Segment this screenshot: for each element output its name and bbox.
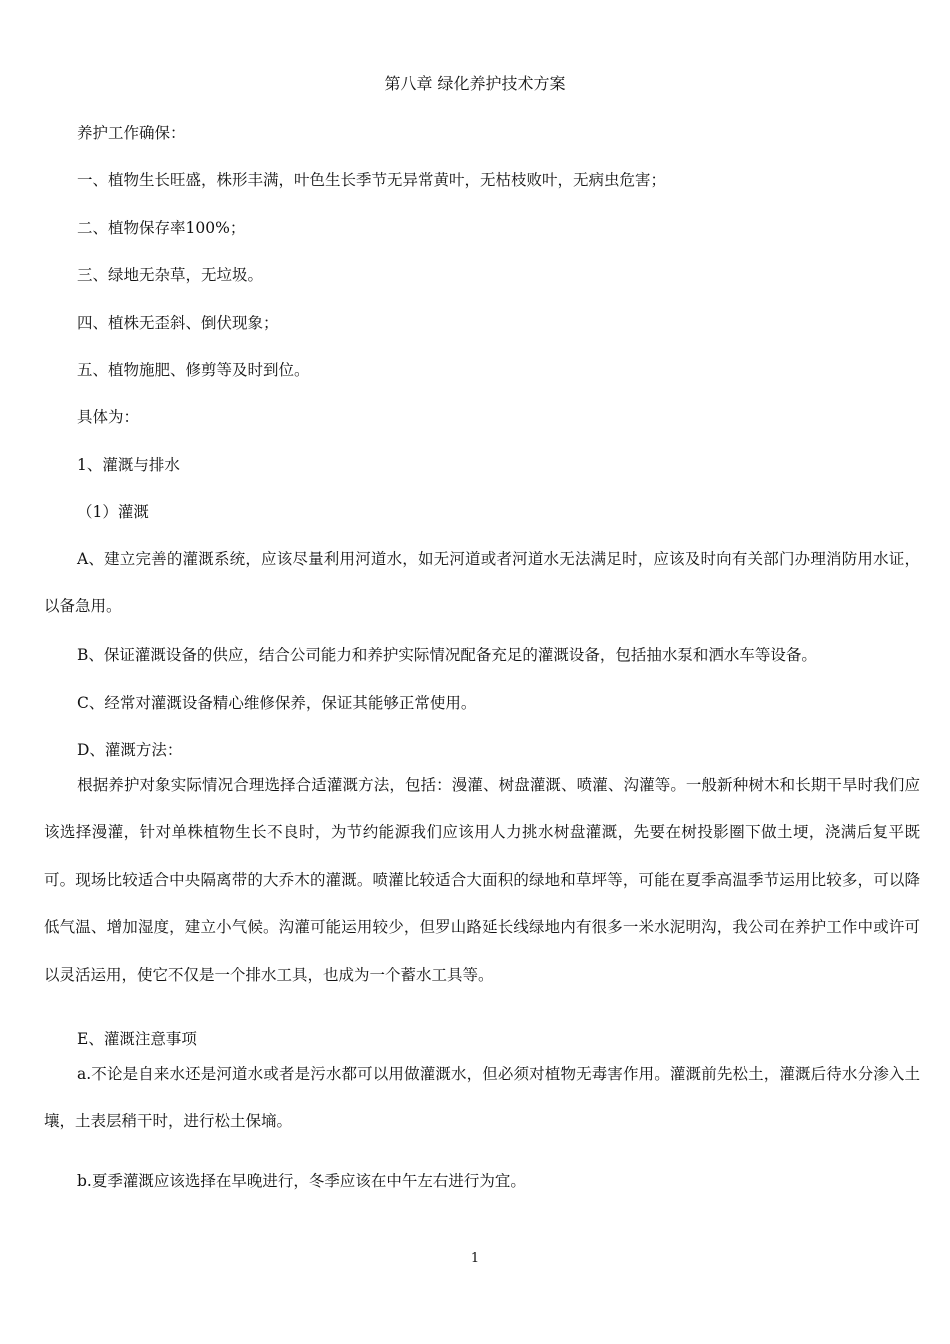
- paragraph-specifics: 具体为：: [77, 408, 140, 426]
- paragraph-item-1: 一、植物生长旺盛，株形丰满，叶色生长季节无异常黄叶，无枯枝败叶，无病虫危害；: [77, 171, 667, 189]
- paragraph-item-4: 四、植株无歪斜、倒伏现象；: [77, 314, 279, 332]
- paragraph-e-notes-heading: E、灌溉注意事项: [77, 1030, 197, 1048]
- paragraph-b-equipment: B、保证灌溉设备的供应，结合公司能力和养护实际情况配备充足的灌溉设备，包括抽水泵和洒水车等设备。: [77, 646, 817, 664]
- paragraph-methods-detail: [44, 762, 920, 999]
- chapter-title: 第八章 绿化养护技术方案: [384, 74, 566, 93]
- paragraph-maintenance-guarantee: 养护工作确保：: [77, 124, 186, 142]
- paragraph-item-5: 五、植物施肥、修剪等及时到位。: [77, 361, 310, 379]
- paragraph-a-irrigation-system: [44, 536, 920, 631]
- subsection-heading-irrigation: （1）灌溉: [77, 503, 149, 521]
- section-heading-irrigation-drainage: 1、灌溉与排水: [77, 456, 180, 474]
- page-number: 1: [470, 1251, 480, 1266]
- paragraph-methods-text: 根据养护对象实际情况合理选择合适灌溉方法，包括：漫灌、树盘灌溉、喷灌、沟灌等。一般新种树木和长期干旱时我们应该选择漫灌，针对单株植物生长不良时，为节约能源我们应该用人力挑水树盘灌溉，先要在树投影圈下做土埂，浇满后复平既可。现场比较适合中央隔离带的大乔木的灌溉。喷灌比较适合大面积的绿地和草坪等，可能在夏季高温季节运用比较多，可以降低气温、增加湿度，建立小气候。沟灌可能运用较少，但罗山路延长线绿地内有很多一米水泥明沟，我公司在养护工作中或许可以灵活运用，使它不仅是一个排水工具，也成为一个蓄水工具等。: [44, 776, 920, 984]
- paragraph-note-b: b.夏季灌溉应该选择在早晚进行，冬季应该在中午左右进行为宜。: [77, 1172, 526, 1190]
- paragraph-d-methods-heading: D、灌溉方法：: [77, 741, 183, 759]
- paragraph-c-maintenance: C、经常对灌溉设备精心维修保养，保证其能够正常使用。: [77, 694, 477, 712]
- paragraph-item-2: 二、植物保存率100%；: [77, 219, 246, 237]
- paragraph-item-3: 三、绿地无杂草，无垃圾。: [77, 266, 264, 284]
- paragraph-note-a-text: a.不论是自来水还是河道水或者是污水都可以用做灌溉水，但必须对植物无毒害作用。灌溉前先松土，灌溉后待水分渗入土壤，土表层稍干时，进行松土保墒。: [44, 1065, 920, 1131]
- paragraph-a-text: A、建立完善的灌溉系统，应该尽量利用河道水，如无河道或者河道水无法满足时，应该及时向有关部门办理消防用水证，以备急用。: [44, 550, 920, 616]
- paragraph-note-a: [44, 1051, 920, 1146]
